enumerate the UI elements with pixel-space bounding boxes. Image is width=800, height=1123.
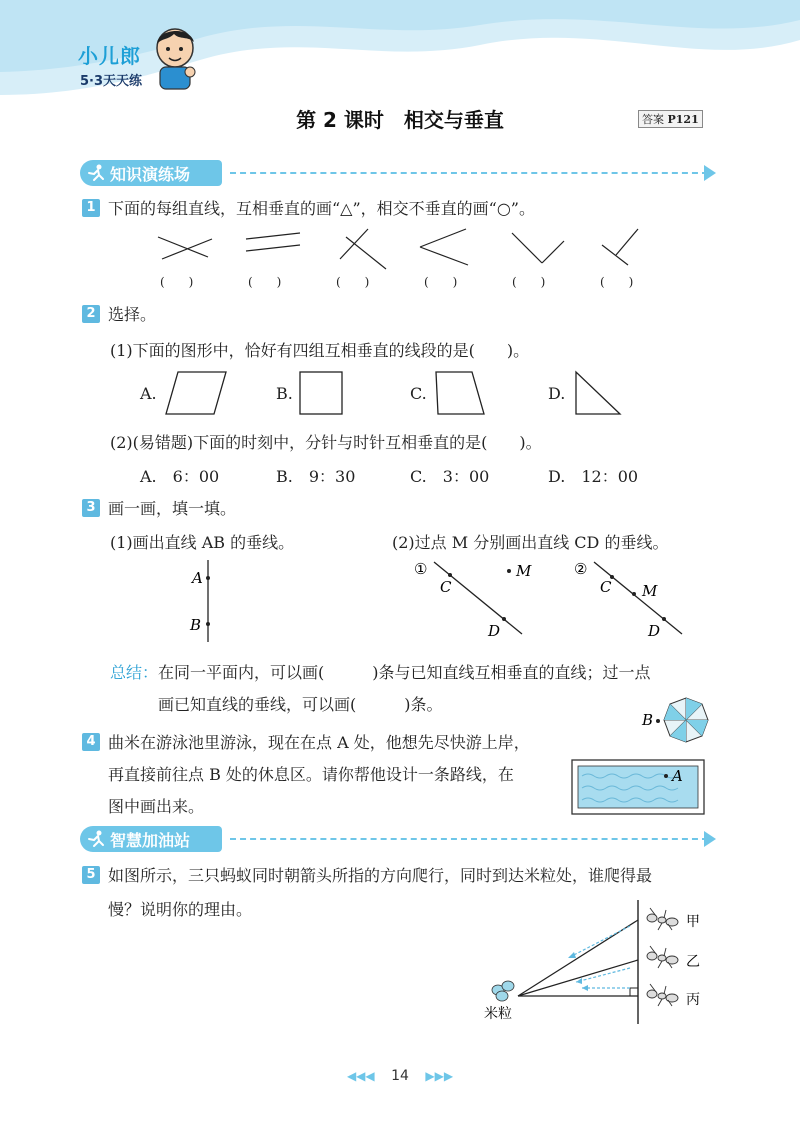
q4-line1: 曲米在游泳池里游泳，现在在点 A 处，他想先尽快游上岸，	[108, 733, 530, 752]
section-dash-line	[230, 172, 708, 174]
answer-label: 答案	[642, 113, 664, 126]
question-number-3: 3	[82, 499, 100, 517]
umbrella-rest-area-icon	[640, 692, 712, 748]
point-b-label: B	[642, 711, 654, 729]
ant-label-yi: 乙	[686, 954, 700, 970]
answer-page: P121	[667, 113, 699, 126]
running-figure-icon	[86, 164, 106, 182]
circle-two-label: ②	[574, 560, 588, 578]
running-figure-icon	[86, 830, 106, 848]
lesson-title: 第 2 课时 相交与垂直	[296, 108, 504, 132]
mascot-boy-icon	[150, 22, 200, 92]
q3-line-cd-figure-1	[412, 558, 542, 640]
question-number-4: 4	[82, 733, 100, 751]
q1-pair-4	[420, 229, 468, 265]
circle-one-label: ①	[414, 560, 428, 578]
section-dash-line	[230, 838, 708, 840]
ant-jia-icon	[647, 908, 678, 930]
q3-summary-line1	[110, 660, 651, 683]
section-label: 智慧加油站	[110, 831, 191, 850]
q1-blank-5[interactable]: ( )	[512, 275, 546, 289]
rice-grains-icon	[492, 981, 514, 1001]
q3-sub1-text: (1)画出直线 AB 的垂线。	[110, 533, 295, 552]
point-c-label: C	[600, 578, 612, 596]
q2-sub2-text: (2)(易错题)下面的时刻中，分针与时针互相垂直的是( )。	[110, 433, 542, 452]
q1-blank-4[interactable]: ( )	[424, 275, 458, 289]
q2-sub2-option-b[interactable]: B. 9：30	[276, 467, 356, 486]
q1-line-pairs	[150, 225, 680, 273]
q1-blank-1[interactable]: ( )	[160, 275, 194, 289]
question-number-1: 1	[82, 199, 100, 217]
q2-sub1-text: (1)下面的图形中，恰好有四组互相垂直的线段的是( )。	[110, 341, 530, 360]
point-d-label: D	[488, 622, 501, 640]
summary-text-1: 在同一平面内，可以画( )条与已知直线互相垂直的直线；过一点	[158, 663, 651, 682]
question-number-2: 2	[82, 305, 100, 323]
q3-summary-line2: 画已知直线的垂线，可以画( )条。	[158, 695, 443, 714]
q1-blank-2[interactable]: ( )	[248, 275, 282, 289]
question-number-5: 5	[82, 866, 100, 884]
q3-line-ab-figure	[180, 556, 220, 646]
q2-sub2-option-c[interactable]: C. 3：00	[410, 467, 490, 486]
ant-label-bing: 丙	[686, 992, 700, 1008]
trapezoid-shape	[434, 370, 486, 416]
swimming-pool-figure	[570, 758, 706, 816]
point-b-label: B	[190, 616, 202, 634]
q5-line2: 慢？说明你的理由。	[108, 900, 253, 919]
point-m-label: M	[516, 562, 532, 580]
page-footer	[0, 1068, 800, 1084]
arrow-jia	[568, 926, 630, 958]
point-a-label: A	[192, 569, 203, 587]
right-angle-mark	[630, 988, 638, 996]
q2-sub1-option-a[interactable]: A.	[140, 384, 157, 403]
section-arrow-icon	[704, 165, 716, 181]
q2-sub1-option-d[interactable]: D.	[548, 384, 566, 403]
summary-label: 总结：	[110, 663, 159, 682]
q1-text: 下面的每组直线，互相垂直的画“△”，相交不垂直的画“○”。	[108, 199, 535, 218]
q2-sub2-option-a[interactable]: A. 6：00	[140, 467, 220, 486]
footer-right-arrows-icon[interactable]: ▶▶▶	[425, 1069, 454, 1083]
section-challenge	[80, 826, 720, 852]
q3-text: 画一画，填一填。	[108, 499, 237, 518]
q4-line3: 图中画出来。	[108, 797, 205, 816]
section-arrow-icon	[704, 831, 716, 847]
q1-pair-3	[340, 229, 386, 269]
q1-pair-2	[246, 233, 300, 251]
point-c-label: C	[440, 578, 452, 596]
q1-blank-6[interactable]: ( )	[600, 275, 634, 289]
q2-sub2-option-d[interactable]: D. 12：00	[548, 467, 639, 486]
page-number: 14	[391, 1068, 409, 1084]
ants-rice-figure	[480, 898, 710, 1028]
q1-pair-1	[158, 237, 212, 259]
square-shape	[298, 370, 346, 416]
footer-left-arrows-icon[interactable]: ◀◀◀	[346, 1069, 375, 1083]
ant-bing-icon	[647, 984, 678, 1006]
rice-label: 米粒	[484, 1006, 512, 1022]
section-practice	[80, 160, 720, 186]
answer-reference	[638, 110, 703, 128]
right-triangle-shape	[572, 370, 622, 416]
path-yi	[518, 960, 638, 996]
q1-pair-5	[512, 233, 564, 263]
q4-line2: 再直接前往点 B 处的休息区。请你帮他设计一条路线，在	[108, 765, 514, 784]
q2-sub1-option-c[interactable]: C.	[410, 384, 427, 403]
point-d-label: D	[648, 622, 661, 640]
q2-sub1-option-b[interactable]: B.	[276, 384, 293, 403]
point-m-label: M	[642, 582, 658, 600]
brand-subtitle: 5·3天天练	[80, 74, 143, 89]
q1-pair-6	[602, 229, 638, 265]
ant-yi-icon	[647, 946, 678, 968]
ant-label-jia: 甲	[686, 914, 700, 930]
q1-blank-3[interactable]: ( )	[336, 275, 370, 289]
point-a-label: A	[672, 767, 683, 785]
brand-name: 小儿郎	[78, 44, 141, 68]
q3-sub2-text: (2)过点 M 分别画出直线 CD 的垂线。	[392, 533, 669, 552]
parallelogram-shape	[164, 370, 228, 416]
section-label: 知识演练场	[110, 165, 191, 184]
q3-line-cd-figure-2	[572, 558, 702, 640]
q5-line1: 如图所示，三只蚂蚁同时朝箭头所指的方向爬行，同时到达米粒处，谁爬得最	[108, 866, 653, 885]
q2-text: 选择。	[108, 305, 157, 324]
